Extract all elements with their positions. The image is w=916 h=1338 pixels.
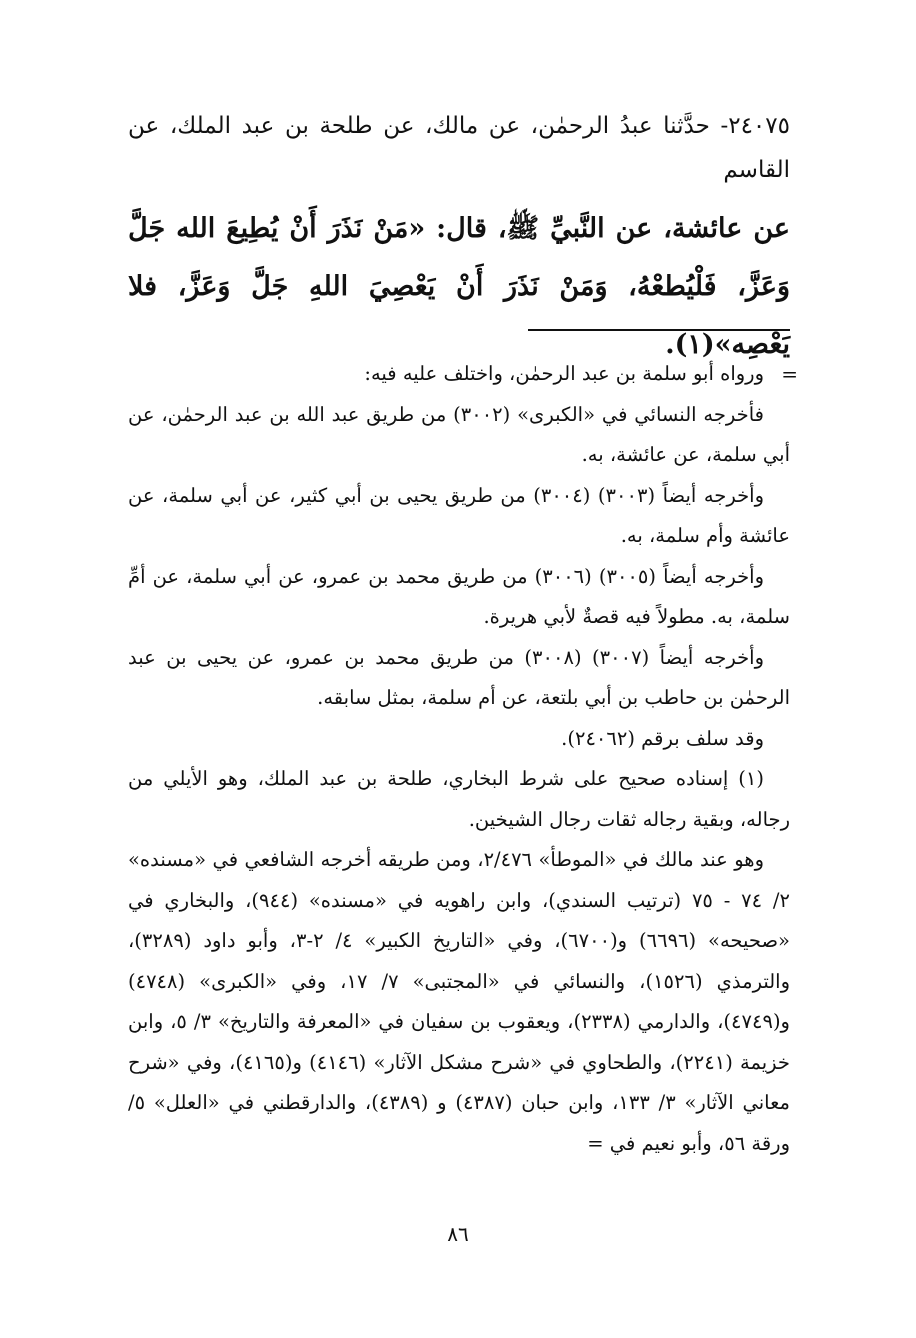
footnote-1: (١) إسناده صحيح على شرط البخاري، طلحة بن عبد الملك، وهو الأيلي من رجاله، وبقية رجاله ثقات رجال الشيخين. bbox=[128, 767, 790, 831]
footnote-text: ورواه أبو سلمة بن عبد الرحمٰن، واختلف عليه فيه: bbox=[364, 362, 764, 385]
footnote-paragraph: وهو عند مالك في «الموطأ» ٢/٤٧٦، ومن طريقه أخرجه الشافعي في «مسنده» ٢/ ٧٤ - ٧٥ (ترتيب السندي)، وابن راهويه في «مسنده» (٩٤٤)، والبخاري في «صحيحه» (٦٦٩٦) و(٦٧٠٠)، وفي «التاريخ الكبير» ٤/ ٢-٣، وأبو داود (٣٢٨٩)، والترمذي (١٥٢٦)، والنسائي في «المجتبى» ٧/ ١٧، وفي «الكبرى» (٤٧٤٨) و(٤٧٤٩)، والدارمي (٢٣٣٨)، ويعقوب بن سفيان في «المعرفة والتاريخ» ٣/ ٥، وابن خزيمة (٢٢٤١)، والطحاوي في «شرح مشكل الآثار» (٤١٤٦) و(٤١٦٥)، وفي «شرح معاني الآثار» ٣/ ١٣٣، وابن حبان (٤٣٨٧) و (٤٣٨٩)، والدارقطني في «العلل» ٥/ ورقة ٥٦، وأبو نعيم في = bbox=[128, 848, 790, 1155]
footnote-paragraph: وأخرجه أيضاً (٣٠٠٣) (٣٠٠٤) من طريق يحيى بن أبي كثير، عن أبي سلمة، عن عائشة وأم سلمة، به. bbox=[128, 483, 790, 547]
footnote-paragraph bbox=[128, 354, 798, 395]
page-number: ٨٦ bbox=[447, 1222, 469, 1246]
footnote-separator bbox=[528, 329, 790, 331]
footnote-paragraph: وأخرجه أيضاً (٣٠٠٧) (٣٠٠٨) من طريق محمد بن عمرو، عن يحيى بن عبد الرحمٰن بن حاطب بن أبي بلتعة، عن أم سلمة، بمثل سابقه. bbox=[128, 645, 790, 709]
hadith-text: عن عائشة، عن النَّبيِّ ﷺ، قال: «مَنْ نَذَرَ أَنْ يُطِيعَ الله جَلَّ وَعَزَّ، فَلْيُطعْهُ، وَمَنْ نَذَرَ أَنْ يَعْصِيَ اللهِ جَلَّ وَعَزَّ، فلا يَعْصِه»(١). bbox=[128, 213, 790, 360]
footnote-paragraph: فأخرجه النسائي في «الكبرى» (٣٠٠٢) من طريق عبد الله بن عبد الرحمٰن، عن أبي سلمة، عن عائشة، به. bbox=[128, 402, 790, 466]
footnote-paragraph: وقد سلف برقم (٢٤٠٦٢). bbox=[561, 726, 764, 750]
hadith-chain: ٢٤٠٧٥- حدَّثنا عبدُ الرحمٰن، عن مالك، عن طلحة بن عبد الملك، عن القاسم bbox=[128, 113, 790, 183]
footnotes bbox=[128, 354, 798, 1164]
footnote-paragraph: وأخرجه أيضاً (٣٠٠٥) (٣٠٠٦) من طريق محمد بن عمرو، عن أبي سلمة، عن أمِّ سلمة، به. مطولاً فيه قصةٌ لأبي هريرة. bbox=[128, 564, 790, 628]
continuation-mark: = bbox=[781, 362, 798, 386]
